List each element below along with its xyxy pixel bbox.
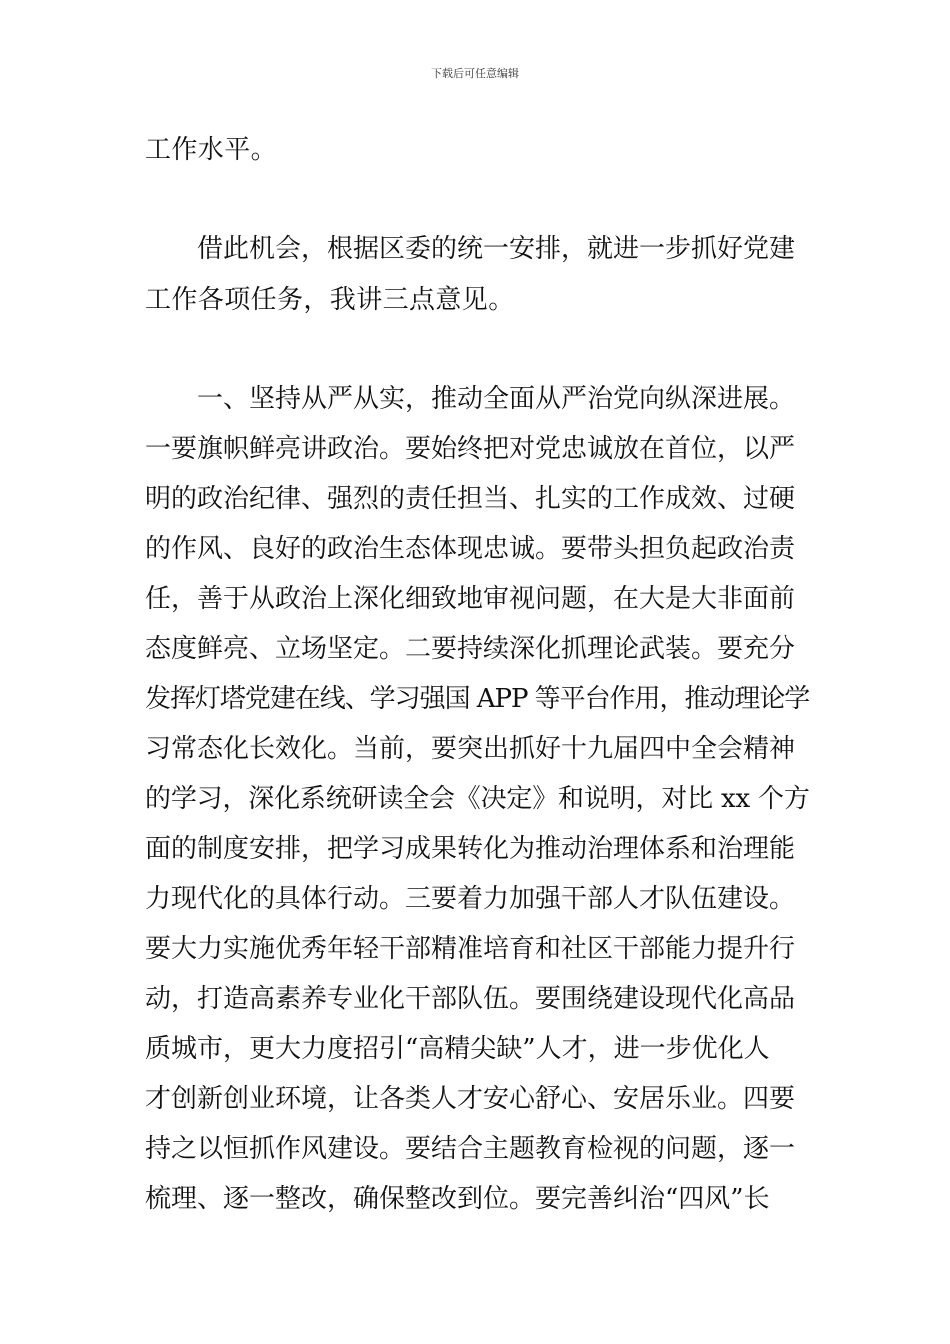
paragraph-line: 力现代化的具体行动。三要着力加强干部人才队伍建设。 xyxy=(145,884,796,914)
paragraph-line: 才创新创业环境，让各类人才安心舒心、安居乐业。四要 xyxy=(145,1084,796,1114)
paragraph-line: 动，打造高素养专业化干部队伍。要围绕建设现代化高品 xyxy=(145,984,796,1014)
paragraph-line: 要大力实施优秀年轻干部精准培育和社区干部能力提升行 xyxy=(145,934,796,964)
paragraph-line: 面的制度安排，把学习成果转化为推动治理体系和治理能 xyxy=(145,834,796,864)
page-header: 下载后可任意编辑 xyxy=(431,67,519,80)
paragraph-line: 发挥灯塔党建在线、学习强国 APP 等平台作用，推动理论学 xyxy=(145,684,810,714)
paragraph-line: 一要旗帜鲜亮讲政治。要始终把对党忠诚放在首位，以严 xyxy=(145,434,796,464)
paragraph-line: 的学习，深化系统研读全会《决定》和说明，对比 xx 个方 xyxy=(145,784,810,814)
paragraph-line: 一、坚持从严从实，推动全面从严治党向纵深进展。 xyxy=(197,384,796,414)
paragraph-line: 习常态化长效化。当前，要突出抓好十九届四中全会精神 xyxy=(145,734,796,764)
paragraph-line: 持之以恒抓作风建设。要结合主题教育检视的问题，逐一 xyxy=(145,1134,796,1164)
paragraph-line: 态度鲜亮、立场坚定。二要持续深化抓理论武装。要充分 xyxy=(145,634,796,664)
paragraph-line: 梳理、逐一整改，确保整改到位。要完善纠治“四风”长 xyxy=(145,1184,770,1214)
paragraph-line: 工作各项任务，我讲三点意见。 xyxy=(145,285,515,315)
paragraph-line: 明的政治纪律、强烈的责任担当、扎实的工作成效、过硬 xyxy=(145,484,796,514)
paragraph-line: 借此机会，根据区委的统一安排，就进一步抓好党建 xyxy=(197,234,796,264)
paragraph-line: 质城市，更大力度招引“高精尖缺”人才，进一步优化人 xyxy=(145,1034,770,1064)
paragraph-line: 工作水平。 xyxy=(145,135,278,165)
paragraph-line: 任，善于从政治上深化细致地审视问题，在大是大非面前 xyxy=(145,584,796,614)
paragraph-line: 的作风、良好的政治生态体现忠诚。要带头担负起政治责 xyxy=(145,534,796,564)
